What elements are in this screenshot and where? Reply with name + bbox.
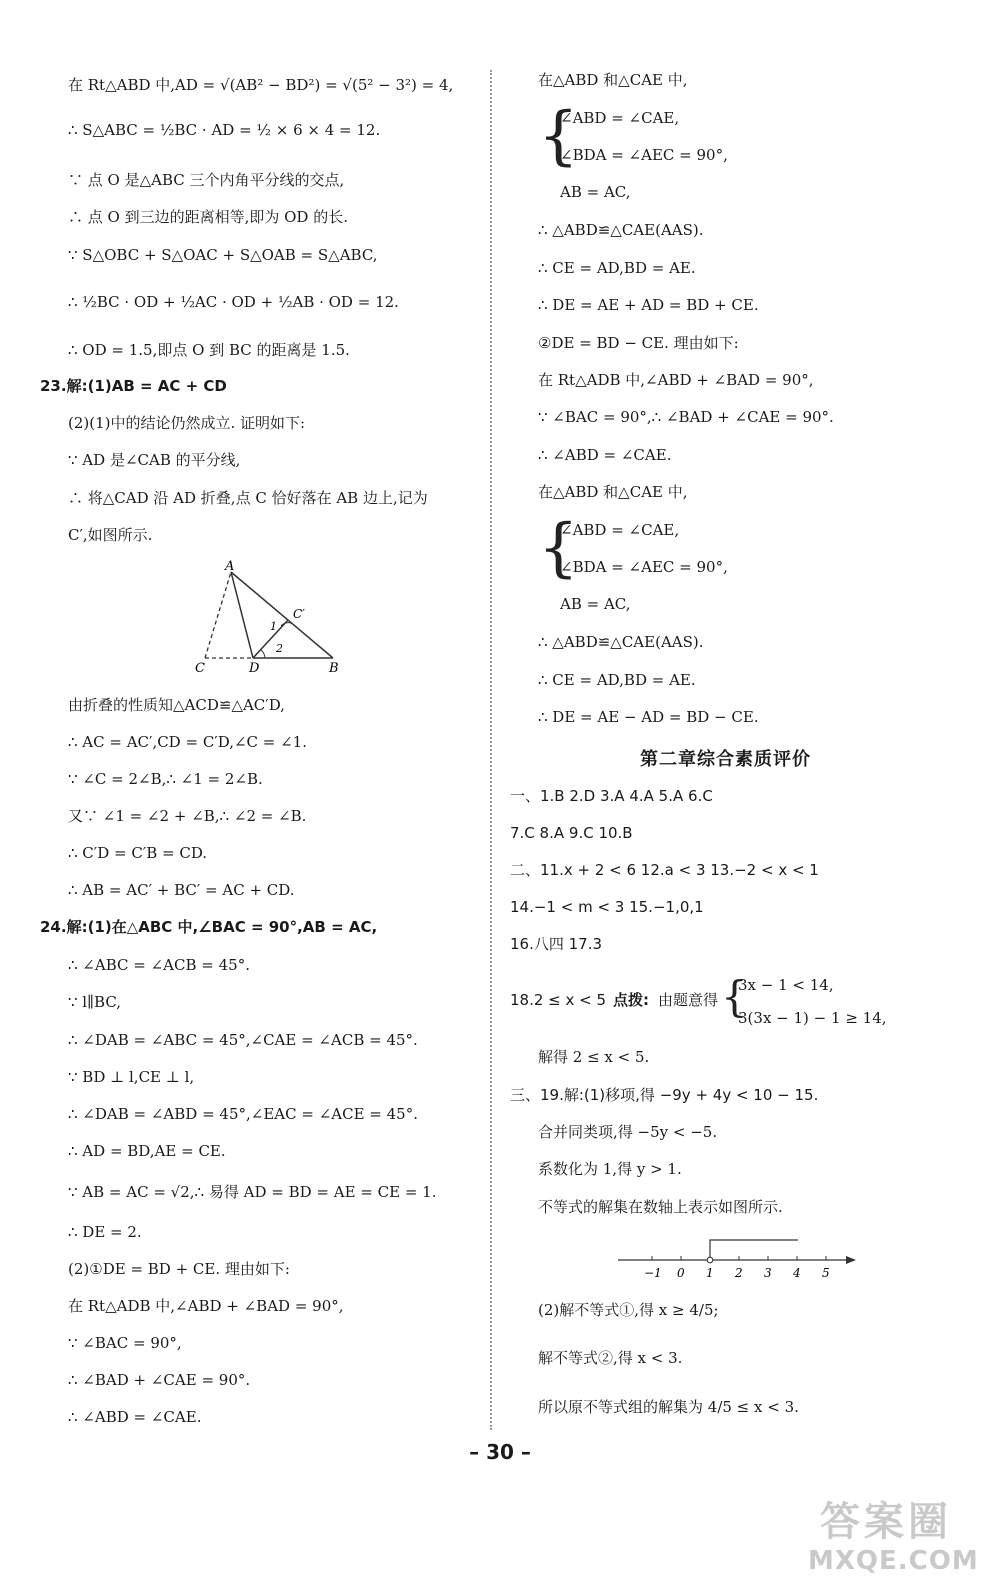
tick-label: 3 [764, 1266, 772, 1280]
fig-label-2: 2 [276, 642, 283, 655]
section-heading: 第二章综合素质评价 [640, 749, 811, 770]
line: ∵ AD 是∠CAB 的平分线, [68, 451, 241, 469]
line: ∴ △ABD≌△CAE(AAS). [538, 633, 704, 651]
answers-choice-1: 一、1.B 2.D 3.A 4.A 5.A 6.C [510, 787, 713, 805]
line: AB = AC, [560, 595, 631, 613]
brace: { [538, 511, 579, 585]
tick-label: 2 [735, 1266, 743, 1280]
fig-line-AD [231, 572, 253, 658]
line: 由折叠的性质知△ACD≌△AC′D, [68, 696, 285, 714]
line: ∴ ∠DAB = ∠ABD = 45°,∠EAC = ∠ACE = 45°. [68, 1105, 418, 1123]
line: ∴ S△ABC = ½BC · AD = ½ × 6 × 4 = 12. [68, 121, 381, 139]
line: ∴ 将△CAD 沿 AD 折叠,点 C 恰好落在 AB 边上,记为 [68, 489, 428, 507]
line: 又∵ ∠1 = ∠2 + ∠B,∴ ∠2 = ∠B. [68, 807, 307, 825]
tick-label: −1 [644, 1266, 662, 1280]
line: 解得 2 ≤ x < 5. [538, 1048, 650, 1066]
line: ∴ C′D = C′B = CD. [68, 844, 208, 862]
line: ∴ DE = 2. [68, 1223, 142, 1241]
line: 3x − 1 < 14, [738, 976, 834, 994]
watermark-url: MXQE.COM [808, 1546, 979, 1576]
line: 在 Rt△ADB 中,∠ABD + ∠BAD = 90°, [68, 1297, 344, 1315]
line: ∴ CE = AD,BD = AE. [538, 671, 696, 689]
line: ∴ ∠ABD = ∠CAE. [538, 446, 672, 464]
line: (2)解不等式①,得 x ≥ 4/5; [538, 1301, 719, 1319]
fig-label-C-prime: C′ [293, 607, 305, 621]
line: ∵ AB = AC = √2,∴ 易得 AD = BD = AE = CE = 1. [68, 1183, 437, 1201]
tick-label: 5 [822, 1266, 830, 1280]
brace: { [721, 972, 748, 1021]
line: ∴ DE = AE + AD = BD + CE. [538, 296, 759, 314]
line: ∴ ½BC · OD + ½AC · OD + ½AB · OD = 12. [68, 293, 399, 311]
line: ∵ ∠BAC = 90°,∴ ∠BAD + ∠CAE = 90°. [538, 408, 834, 426]
brace: { [538, 99, 579, 173]
column-divider [490, 70, 492, 1430]
line: ②DE = BD − CE. 理由如下: [538, 334, 739, 352]
watermark [800, 1490, 990, 1580]
line: C′,如图所示. [68, 526, 153, 544]
fig-label-1: 1 [270, 620, 277, 633]
line: ∵ BD ⊥ l,CE ⊥ l, [68, 1068, 195, 1086]
line: 在△ABD 和△CAE 中, [538, 483, 688, 501]
triangle-figure [193, 560, 413, 680]
line: ∴ ∠DAB = ∠ABC = 45°,∠CAE = ∠ACB = 45°. [68, 1031, 418, 1049]
line: ∴ △ABD≌△CAE(AAS). [538, 221, 704, 239]
hint-label: 点拨: [613, 991, 649, 1009]
line: 3(3x − 1) − 1 ≥ 14, [738, 1009, 887, 1027]
line: ∴ OD = 1.5,即点 O 到 BC 的距离是 1.5. [68, 341, 350, 359]
line: 不等式的解集在数轴上表示如图所示. [538, 1198, 783, 1216]
line: 在△ABD 和△CAE 中, [538, 71, 688, 89]
line: ∴ AD = BD,AE = CE. [68, 1142, 226, 1160]
line: ∴ DE = AE − AD = BD − CE. [538, 708, 759, 726]
fig-label-A: A [225, 560, 235, 574]
axis-arrow [846, 1256, 856, 1264]
fig-label-B: B [329, 661, 339, 676]
question-19: 三、19.解:(1)移项,得 −9y + 4y < 10 − 15. [510, 1086, 819, 1104]
line: (2)①DE = BD + CE. 理由如下: [68, 1260, 290, 1278]
line: 在 Rt△ADB 中,∠ABD + ∠BAD = 90°, [538, 371, 814, 389]
answers-fill-1: 二、11.x + 2 < 6 12.a < 3 13.−2 < x < 1 [510, 861, 819, 879]
line: 由题意得 [658, 991, 719, 1009]
tick-label: 0 [677, 1266, 685, 1280]
line: ∵ l∥BC, [68, 993, 122, 1011]
answers-fill-2: 14.−1 < m < 3 15.−1,0,1 [510, 898, 704, 916]
tick-label: 4 [793, 1266, 801, 1280]
line: ∴ ∠BAD + ∠CAE = 90°. [68, 1371, 251, 1389]
line: AB = AC, [560, 183, 631, 201]
line: 系数化为 1,得 y > 1. [538, 1160, 682, 1178]
line: ∴ ∠ABD = ∠CAE. [68, 1408, 202, 1426]
number-line-figure [618, 1232, 868, 1282]
line: ∴ AC = AC′,CD = C′D,∠C = ∠1. [68, 733, 307, 751]
line: ∴ CE = AD,BD = AE. [538, 259, 696, 277]
fig-line-CA [205, 572, 231, 658]
tick-label: 1 [706, 1266, 714, 1280]
line: ∠BDA = ∠AEC = 90°, [560, 558, 728, 576]
answers-choice-2: 7.C 8.A 9.C 10.B [510, 824, 633, 842]
line: ∵ ∠C = 2∠B,∴ ∠1 = 2∠B. [68, 770, 263, 788]
fig-label-D: D [249, 661, 260, 676]
question-24: 24.解:(1)在△ABC 中,∠BAC = 90°,AB = AC, [40, 918, 378, 936]
line: ∴ ∠ABC = ∠ACB = 45°. [68, 956, 250, 974]
line: 解不等式②,得 x < 3. [538, 1349, 683, 1367]
line: ∴ AB = AC′ + BC′ = AC + CD. [68, 881, 295, 899]
fig-angle-2-arc [261, 650, 265, 658]
question-23: 23.解:(1)AB = AC + CD [40, 377, 227, 395]
line: 所以原不等式组的解集为 4/5 ≤ x < 3. [538, 1398, 799, 1416]
solution-ray [710, 1240, 798, 1257]
line: ∠ABD = ∠CAE, [560, 109, 680, 127]
line: (2)(1)中的结论仍然成立. 证明如下: [68, 414, 306, 432]
answer-18: 18.2 ≤ x < 5 [510, 991, 607, 1009]
line: ∵ ∠BAC = 90°, [68, 1334, 182, 1352]
line: ∴ 点 O 到三边的距离相等,即为 OD 的长. [68, 208, 348, 226]
line: 在 Rt△ABD 中,AD = √(AB² − BD²) = √(5² − 3²) = 4, [68, 76, 454, 94]
line: 合并同类项,得 −5y < −5. [538, 1123, 718, 1141]
line: ∠BDA = ∠AEC = 90°, [560, 146, 728, 164]
open-endpoint [707, 1257, 713, 1263]
fig-label-C: C [195, 661, 205, 676]
answers-fill-3: 16.八四 17.3 [510, 935, 603, 953]
line: ∵ S△OBC + S△OAC + S△OAB = S△ABC, [68, 246, 378, 264]
line: ∵ 点 O 是△ABC 三个内角平分线的交点, [68, 171, 345, 189]
page-number: – 30 – [469, 1440, 531, 1464]
line: ∠ABD = ∠CAE, [560, 521, 680, 539]
watermark-logo: 答案圈 [820, 1499, 952, 1545]
